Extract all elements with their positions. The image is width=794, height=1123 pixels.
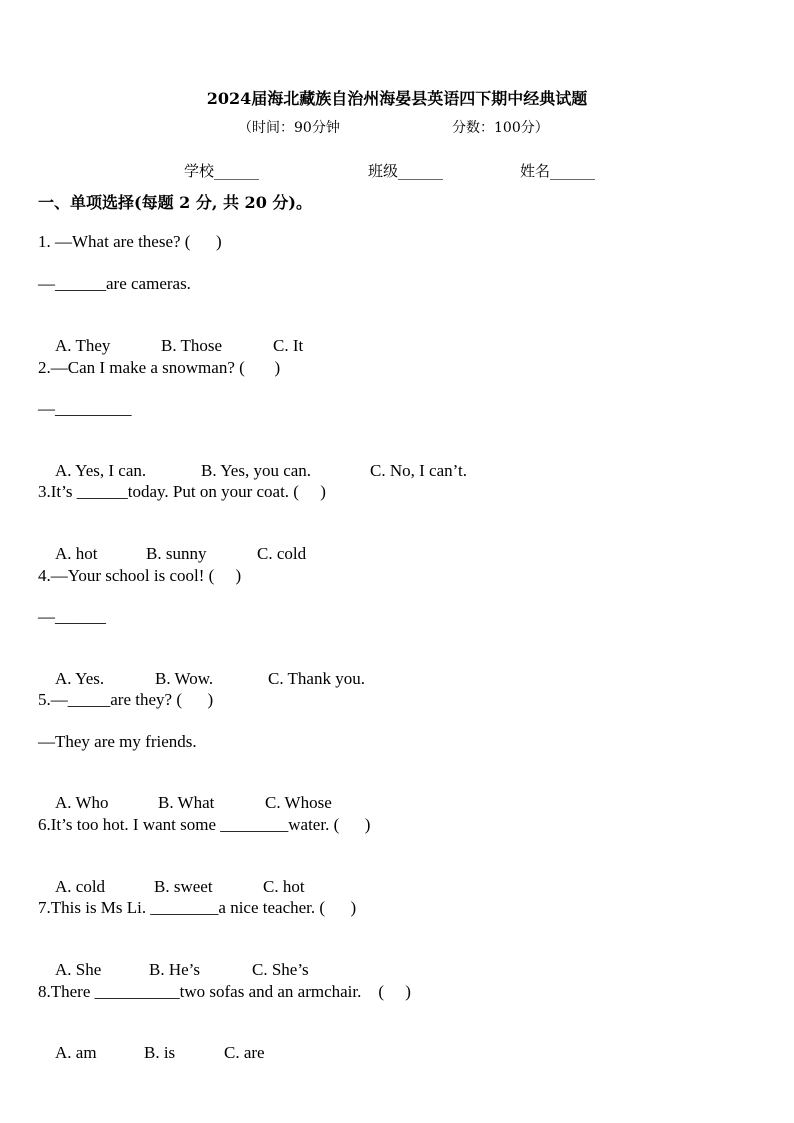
option-b: B. Yes, you can. (201, 461, 312, 480)
option-c: C. She’s (252, 960, 309, 979)
exam-score: 分数：100分） (452, 120, 549, 136)
option-b: B. sunny (146, 544, 207, 563)
option-b: B. He’s (149, 960, 200, 979)
school-field: 学校______ (184, 162, 260, 180)
option-b: B. What (158, 793, 215, 812)
exam-time: （时间：90分钟 (238, 120, 340, 136)
exam-title: 2024届海北藏族自治州海晏县英语四下期中经典试题 (206, 89, 588, 108)
question-8: 8.There __________two sofas and an armchair. ( ) (38, 982, 411, 1001)
question-7: 7.This is Ms Li. ________a nice teacher. ( ) (38, 898, 357, 917)
option-c: C. cold (257, 544, 307, 563)
option-a: A. am (55, 1043, 97, 1062)
option-b: B. is (144, 1043, 176, 1062)
option-a: A. hot (55, 544, 98, 563)
question-8-options (38, 1023, 265, 1083)
question-2-answer-line: —_________ (38, 399, 132, 418)
question-6: 6.It’s too hot. I want some ________water. ( ) (38, 815, 371, 834)
option-a: A. Yes. (55, 669, 105, 688)
option-a: A. cold (55, 877, 106, 896)
option-a: A. Who (55, 793, 109, 812)
option-a: A. She (55, 960, 102, 979)
question-5-answer-line: —They are my friends. (38, 732, 197, 751)
name-field: 姓名______ (520, 162, 596, 180)
option-c: C. No, I can’t. (370, 461, 467, 480)
question-4: 4.—Your school is cool! ( ) (38, 566, 242, 585)
option-c: C. Thank you. (268, 669, 365, 688)
question-1-answer-line: —______are cameras. (38, 274, 191, 293)
option-c: C. are (224, 1043, 265, 1062)
section-heading: 一、单项选择(每题 2 分, 共 20 分)。 (38, 193, 312, 212)
option-c: C. Whose (265, 793, 332, 812)
question-5: 5.—_____are they? ( ) (38, 690, 214, 709)
option-c: C. hot (263, 877, 305, 896)
question-1: 1. —What are these? ( ) (38, 232, 222, 251)
question-4-answer-line: —______ (38, 607, 106, 626)
class-field: 班级______ (368, 162, 444, 180)
option-c: C. It (273, 336, 304, 355)
question-3: 3.It’s ______today. Put on your coat. ( ) (38, 482, 326, 501)
option-b: B. Wow. (155, 669, 214, 688)
option-b: B. Those (161, 336, 223, 355)
question-2: 2.—Can I make a snowman? ( ) (38, 358, 281, 377)
option-a: A. Yes, I can. (55, 461, 147, 480)
option-a: A. They (55, 336, 111, 355)
option-b: B. sweet (154, 877, 213, 896)
